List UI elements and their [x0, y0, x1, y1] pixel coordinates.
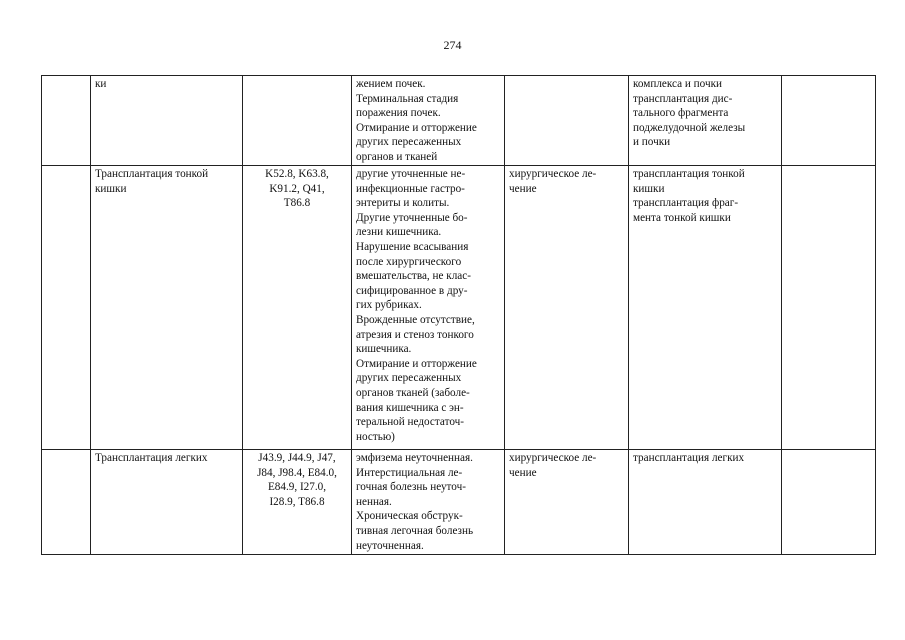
text-line: J43.9, J44.9, J47, — [258, 452, 336, 464]
text-line: K52.8, K63.8, — [265, 168, 329, 180]
text-line: жением почек. — [356, 78, 426, 90]
text-line: трансплантация фраг- — [633, 197, 739, 210]
text-line: других пересаженных — [356, 372, 462, 385]
extra-cell — [782, 166, 876, 450]
treatment-method-cell — [629, 76, 782, 166]
text-line: Врожденные отсутствие, — [356, 313, 475, 326]
text-line: органов тканей (заболе- — [356, 386, 470, 399]
treatment-type-cell — [505, 76, 629, 166]
row-number-cell — [42, 166, 91, 450]
text-line: K91.2, Q41, — [269, 182, 325, 195]
text-line: трансплантация тонкой — [633, 168, 745, 180]
extra-cell — [782, 76, 876, 166]
text-line: и почки — [633, 136, 671, 149]
text-line: кишки — [95, 182, 127, 195]
text-line: гочная болезнь неуточ- — [356, 481, 466, 494]
text-line: чение — [509, 466, 537, 479]
icd-codes-cell — [243, 76, 352, 166]
text-line: Интерстициальная ле- — [356, 466, 463, 479]
treatment-type-cell — [505, 450, 629, 555]
table-row — [42, 166, 876, 450]
text-line: после хирургического — [356, 255, 462, 268]
procedure-name-cell — [91, 450, 243, 555]
text-line: лезни кишечника. — [356, 226, 442, 239]
text-line: Нарушение всасывания — [356, 240, 469, 253]
text-line: комплекса и почки — [633, 78, 723, 90]
procedure-name-cell — [91, 76, 243, 166]
text-line: E84.9, I27.0, — [267, 481, 327, 494]
text-line: I28.9, T86.8 — [269, 495, 325, 508]
text-line: поджелудочной железы — [633, 121, 746, 134]
text-line: теральной недостаточ- — [356, 416, 464, 429]
text-line: поражения почек. — [356, 107, 441, 120]
table-row — [42, 450, 876, 555]
text-line: чение — [509, 182, 537, 195]
text-line: Терминальная стадия — [356, 92, 459, 105]
row-number-cell — [42, 450, 91, 555]
text-line: ненная. — [356, 495, 392, 508]
text-line: вмешательства, не клас- — [356, 270, 471, 283]
text-line: Отмирание и отторжение — [356, 121, 477, 134]
text-line: Трансплантация тонкой — [95, 168, 209, 180]
extra-cell — [782, 450, 876, 555]
text-line: другие уточненные не- — [356, 168, 466, 180]
treatment-method-cell — [629, 450, 782, 555]
text-line: гих рубриках. — [356, 299, 422, 312]
diagnosis-cell — [352, 450, 505, 555]
text-line: Хроническая обструк- — [356, 510, 463, 523]
text-line: Трансплантация легких — [95, 452, 208, 464]
text-line: трансплантация дис- — [633, 92, 733, 105]
text-line: кишки — [633, 182, 665, 195]
icd-codes-cell — [243, 450, 352, 555]
diagnosis-cell — [352, 166, 505, 450]
text-line: эмфизема неуточненная. — [356, 452, 473, 464]
text-line: сифицированное в дру- — [356, 284, 468, 297]
procedure-name-cell — [91, 166, 243, 450]
text-line: ки — [95, 78, 107, 90]
icd-codes-cell — [243, 166, 352, 450]
text-line: хирургическое ле- — [509, 168, 597, 180]
treatment-method-cell — [629, 166, 782, 450]
text-line: вания кишечника с эн- — [356, 401, 464, 414]
text-line: ностью) — [356, 430, 395, 443]
text-line: органов и тканей — [356, 150, 438, 163]
text-line: тивная легочная болезнь — [356, 524, 474, 537]
text-line: тального фрагмента — [633, 107, 729, 120]
text-line: Другие уточненные бо- — [356, 211, 468, 224]
text-line: кишечника. — [356, 343, 412, 356]
text-line: других пересаженных — [356, 136, 462, 149]
page-number: 274 — [443, 38, 462, 52]
text-line: трансплантация легких — [633, 452, 745, 464]
text-line: J84, J98.4, E84.0, — [257, 466, 337, 479]
text-line: мента тонкой кишки — [633, 211, 731, 224]
text-line: хирургическое ле- — [509, 452, 597, 464]
medical-care-table — [41, 75, 876, 555]
text-line: инфекционные гастро- — [356, 182, 465, 195]
text-line: T86.8 — [283, 197, 311, 210]
text-line: атрезия и стеноз тонкого — [356, 328, 474, 341]
treatment-type-cell — [505, 166, 629, 450]
text-line: энтериты и колиты. — [356, 197, 450, 210]
row-number-cell — [42, 76, 91, 166]
text-line: Отмирание и отторжение — [356, 357, 477, 370]
text-line: неуточненная. — [356, 539, 424, 552]
table-row — [42, 76, 876, 166]
diagnosis-cell — [352, 76, 505, 166]
